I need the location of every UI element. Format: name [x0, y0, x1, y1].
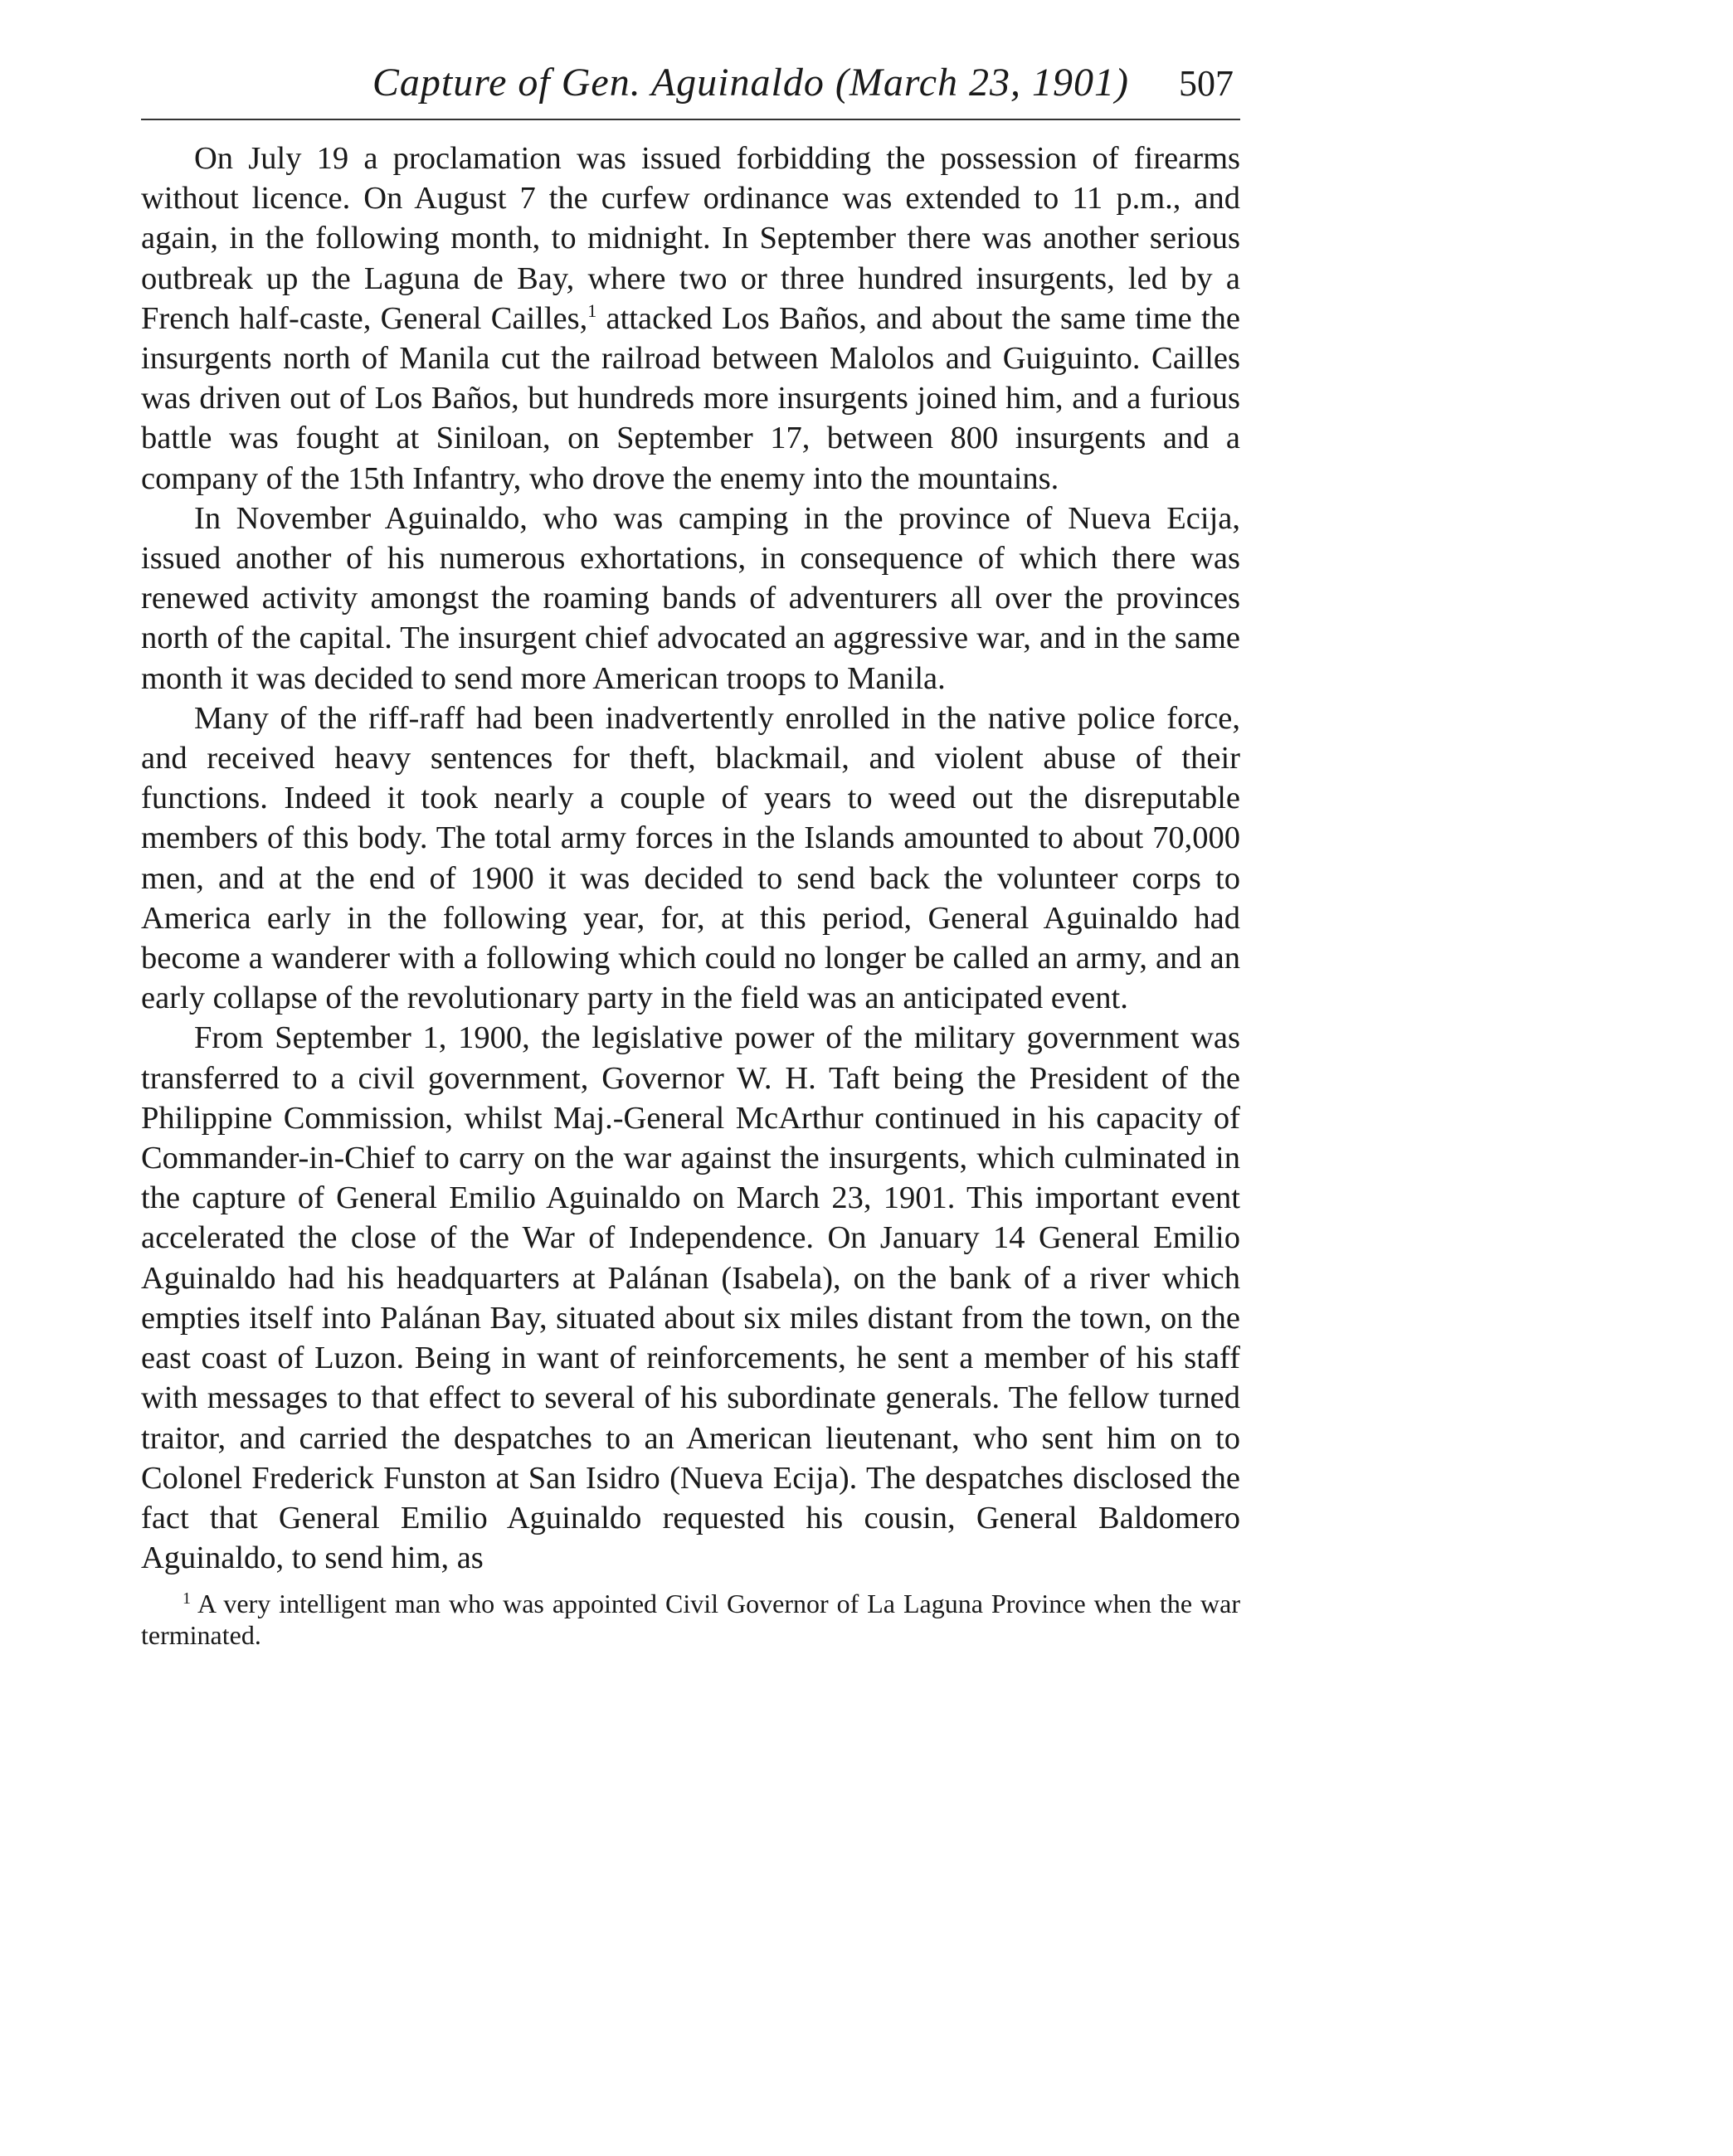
- paragraph-1: [141, 139, 1240, 499]
- page-number: 507: [1179, 63, 1234, 104]
- paragraph-3: Many of the riff-raff had been inadvertently enrolled in the native police force, and received heavy sentences for theft, blackmail, and violent abuse of their functions. Indeed it took nearly a couple of years to weed out the disreputable members of this body. The total army forces in the Islands amounted to about 70,000 men, and at the end of 1900 it was decided to send back the volunteer corps to America early in the following year, for, at this period, General Aguinaldo had become a wanderer with a following which could no longer be called an army, and an early collapse of the revolutionary party in the field was an anticipated event.: [141, 700, 1240, 1016]
- paragraph-2: In November Aguinaldo, who was camping in the province of Nueva Ecija, issued another of his numerous exhortations, in consequence of which there was renewed activity amongst the roaming bands of adventurers all over the provinces north of the capital. The insurgent chief advocated an aggressive war, and in the same month it was decided to send more American troops to Manila.: [141, 500, 1240, 696]
- paragraph-1-text-b: attacked Los Baños, and about the same time the insurgents north of Manila cut the railroad between Malolos and Guiguinto. Cailles was driven out of Los Baños, but hundreds more insurgents joined him, and a furious battle was fought at Siniloan, on September 17, between 800 insurgents and a company of the 15th Infantry, who drove the enemy into the mountains.: [141, 300, 1240, 496]
- footnote: [141, 1588, 1240, 1651]
- running-title: Capture of Gen. Aguinaldo (March 23, 1901): [372, 61, 1129, 105]
- paragraph-1-text-a: On July 19 a proclamation was issued forbidding the possession of firearms without licence. On August 7 the curfew ordinance was extended to 11 p.m., and again, in the following month, to midnight. In September there was another serious outbreak up the Laguna de Bay, where two or three hundred insurgents, led by a French half-caste, General Cailles,: [141, 141, 1240, 336]
- body-text: [141, 139, 1240, 1578]
- footnote-text: A very intelligent man who was appointed Civil Governor of La Laguna Province when the war terminated.: [141, 1589, 1240, 1651]
- paragraph-4: From September 1, 1900, the legislative power of the military government was transferred to a civil government, Governor W. H. Taft being the President of the Philippine Commission, whilst Maj.-General McArthur continued in his capacity of Commander-in-Chief to carry on the war against the insurgents, which culminated in the capture of General Emilio Aguinaldo on March 23, 1901. This important event accelerated the close of the War of Independence. On January 14 General Emilio Aguinaldo had his headquarters at Palánan (Isabela), on the bank of a river which empties itself into Palánan Bay, situated about six miles distant from the town, on the east coast of Luzon. Being in want of reinforcements, he sent a member of his staff with messages to that effect to several of his subordinate generals. The fellow turned traitor, and carried the despatches to an American lieutenant, who sent him on to Colonel Frederick Funston at San Isidro (Nueva Ecija). The despatches disclosed the fact that General Emilio Aguinaldo requested his cousin, General Baldomero Aguinaldo, to send him, as: [141, 1020, 1240, 1576]
- footnote-mark: 1: [183, 1589, 191, 1608]
- footnote-reference: 1: [587, 299, 597, 321]
- running-head: [141, 58, 1240, 109]
- header-rule: [141, 119, 1240, 120]
- book-page: [141, 58, 1240, 1651]
